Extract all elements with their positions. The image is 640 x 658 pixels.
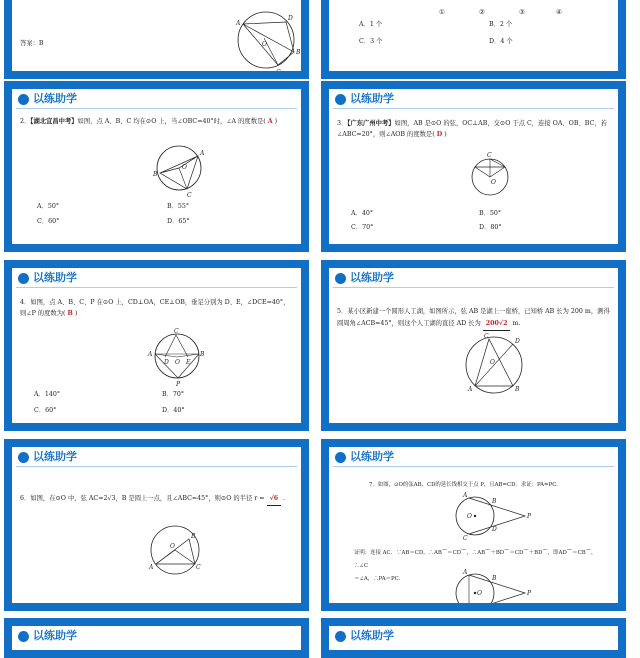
circled-3: ③ xyxy=(519,9,525,16)
option-c: C．60° xyxy=(37,218,60,225)
option-d: D．4 个 xyxy=(489,38,513,45)
svg-text:O: O xyxy=(182,164,187,171)
answer-blank: √6 xyxy=(267,492,282,506)
question-text: 2．【湖北宜昌中考】如图，点 A、B、C 均在⊙O 上，当∠OBC=40°时，∠A 的度数是( A ) xyxy=(20,118,278,125)
slide-next-left xyxy=(4,618,309,658)
section-header xyxy=(12,447,301,467)
svg-text:D: D xyxy=(492,526,497,533)
option-a: A．140° xyxy=(34,391,61,398)
svg-text:A: A xyxy=(463,492,468,499)
answer-line xyxy=(20,38,293,49)
svg-text:A: A xyxy=(148,351,153,358)
label-D: D xyxy=(288,15,293,22)
option-b: B．50° xyxy=(479,210,502,217)
section-title: 以练助学 xyxy=(33,271,77,284)
section-title: 以练助学 xyxy=(33,92,77,105)
section-title: 以练助学 xyxy=(350,450,394,463)
slide-question-5 xyxy=(321,260,626,431)
slide-options-partial xyxy=(321,0,626,79)
header-dot-icon xyxy=(335,94,346,105)
circled-2: ② xyxy=(479,9,485,16)
circled-1: ① xyxy=(439,9,445,16)
slide-question-2 xyxy=(4,81,309,252)
svg-text:O: O xyxy=(170,543,175,550)
svg-text:D: D xyxy=(164,359,169,366)
section-title: 以练助学 xyxy=(33,629,77,642)
svg-text:C: C xyxy=(187,192,192,199)
option-b: B．2 个 xyxy=(489,21,513,28)
header-dot-icon xyxy=(18,94,29,105)
svg-text:A: A xyxy=(149,564,154,571)
svg-text:O: O xyxy=(491,179,496,186)
svg-text:A: A xyxy=(200,150,205,157)
answer-blank: 200√2 xyxy=(483,318,511,331)
question-text: 5．某小区新建一个圆形人工湖，如图所示，弦 AB 是湖上一座桥，已知桥 AB 长为 200 m，测得圆周角∠ACB=45°，则这个人工湖的直径 AD 长为 200√2 m. xyxy=(337,306,610,331)
svg-text:E: E xyxy=(186,359,191,366)
answer-label: 答案： xyxy=(20,40,39,47)
svg-text:D: D xyxy=(492,603,497,610)
svg-text:O: O xyxy=(477,590,482,597)
svg-text:A: A xyxy=(463,569,468,576)
circled-4: ④ xyxy=(556,9,562,16)
svg-text:O: O xyxy=(490,359,495,366)
section-title: 以练助学 xyxy=(350,92,394,105)
header-dot-icon xyxy=(335,631,346,642)
proof-text: 证明：连接 AC．∵AB＝CD，∴AB⌒＝CD⌒，∴AB⌒＋BD⌒＝CD⌒＋BD⌒，即AD⌒＝CB⌒，∴∠C ＝∠A，∴PA＝PC． xyxy=(354,550,597,582)
label-B: B xyxy=(296,49,301,56)
slide-question-4 xyxy=(4,260,309,431)
label-O: O xyxy=(262,41,267,48)
svg-text:C: C xyxy=(196,564,201,571)
question-text: 6．如图，在⊙O 中，弦 AC=2√3，B 是圆上一点，且∠ABC=45°，则⊙O 的半径 r = √6 . xyxy=(20,492,293,506)
section-header xyxy=(12,626,301,646)
question-text: 7．如图，⊙O的弦AB、CD的延长线相交于点 P，且AB=CD．求证：PA=PC. xyxy=(369,482,558,488)
section-header xyxy=(329,89,618,109)
svg-text:P: P xyxy=(176,381,181,388)
option-c: C．70° xyxy=(351,224,374,231)
header-dot-icon xyxy=(18,452,29,463)
question-answer: A xyxy=(267,118,273,125)
answer-value: B xyxy=(38,40,44,47)
option-a: A．40° xyxy=(351,210,374,217)
svg-text:B: B xyxy=(492,575,497,582)
section-title: 以练助学 xyxy=(350,629,394,642)
header-dot-icon xyxy=(335,452,346,463)
question-answer: D xyxy=(436,131,443,138)
svg-text:C: C xyxy=(174,328,179,335)
option-b: B．55° xyxy=(167,203,190,210)
option-c: C．60° xyxy=(34,407,57,414)
slide-answer-partial xyxy=(4,0,309,79)
svg-text:A: A xyxy=(468,386,473,393)
svg-text:B: B xyxy=(153,171,158,178)
option-b: B．70° xyxy=(162,391,185,398)
svg-text:O: O xyxy=(467,513,472,520)
slide-question-6 xyxy=(4,439,309,611)
slide-question-3 xyxy=(321,81,626,252)
svg-text:P: P xyxy=(527,590,532,597)
svg-text:B: B xyxy=(191,533,196,540)
option-d: D．40° xyxy=(162,407,185,414)
slide-next-right xyxy=(321,618,626,658)
section-title: 以练助学 xyxy=(350,271,394,284)
option-a: A．1 个 xyxy=(359,21,383,28)
option-a: A．50° xyxy=(37,203,60,210)
slide-question-7 xyxy=(321,439,626,611)
option-d: D．80° xyxy=(479,224,502,231)
header-dot-icon xyxy=(335,273,346,284)
option-d: D．65° xyxy=(167,218,190,225)
section-header xyxy=(329,447,618,467)
svg-text:C: C xyxy=(463,535,468,542)
question-text: 3．【广东广州中考】如图，AB 是⊙O 的弦，OC⊥AB，交⊙O 于点 C，连接 OA、OB、BC，若∠ABC=20°，则∠AOB 的度数是( D ) xyxy=(337,120,607,138)
svg-text:B: B xyxy=(492,498,497,505)
svg-text:B: B xyxy=(200,351,205,358)
header-dot-icon xyxy=(18,631,29,642)
question-answer: B xyxy=(67,310,73,317)
header-dot-icon xyxy=(18,273,29,284)
svg-text:C: C xyxy=(484,333,489,340)
section-header xyxy=(329,626,618,646)
option-c: C．3 个 xyxy=(359,38,383,45)
section-header xyxy=(12,89,301,109)
svg-text:C: C xyxy=(487,152,492,159)
section-header xyxy=(12,268,301,288)
label-C: C xyxy=(276,69,281,76)
section-title: 以练助学 xyxy=(33,450,77,463)
svg-text:P: P xyxy=(527,513,532,520)
svg-text:B: B xyxy=(515,386,520,393)
svg-text:O: O xyxy=(175,359,180,366)
label-A: A xyxy=(236,20,241,27)
section-header xyxy=(329,268,618,288)
svg-text:D: D xyxy=(515,338,520,345)
question-text: 4．如图，点 A、B、C、P 在⊙O 上，CD⊥OA，CE⊥OB，垂足分别为 D、E，∠DCE=40°，则∠P 的度数为( B ) xyxy=(20,299,290,317)
